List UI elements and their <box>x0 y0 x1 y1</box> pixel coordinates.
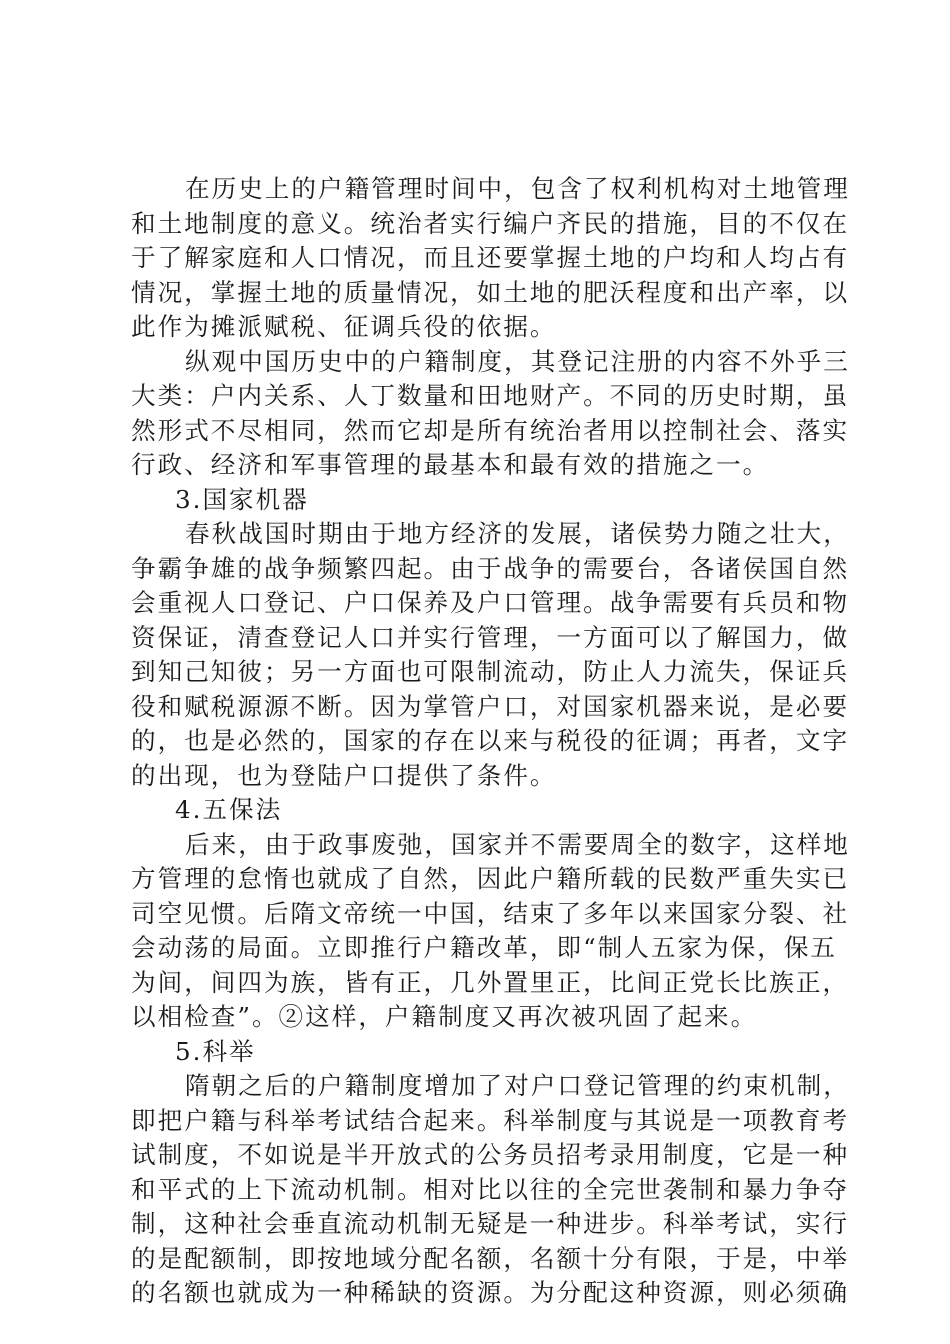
paragraph-line: 和土地制度的意义。统治者实行编户齐民的措施，目的不仅在 <box>131 208 850 238</box>
paragraph-line: 的，也是必然的，国家的存在以来与税役的征调；再者，文字 <box>131 726 850 755</box>
paragraph-line: 资保证，清查登记人口并实行管理，一方面可以了解国力，做 <box>131 622 850 652</box>
paragraph-line: 纵观中国历史中的户籍制度，其登记注册的内容不外乎三 <box>185 346 850 376</box>
heading-text: 4.五保法 <box>175 795 283 824</box>
body-paragraph <box>131 172 850 345</box>
paragraph-line: 然形式不尽相同，然而它却是所有统治者用以控制社会、落实 <box>131 415 850 445</box>
paragraph-line: 役和赋税源源不断。因为掌管户口，对国家机器来说，是必要 <box>131 691 850 721</box>
paragraph-line: 和平式的上下流动机制。相对比以往的全完世袭制和暴力争夺 <box>131 1174 850 1204</box>
paragraph-line: 行政、经济和军事管理的最基本和最有效的措施之一。 <box>131 450 770 479</box>
paragraph-line: 此作为摊派赋税、征调兵役的依据。 <box>131 312 557 341</box>
paragraph-line: 后来，由于政事废弛，国家并不需要周全的数字，这样地 <box>185 829 850 859</box>
paragraph-line: 试制度，不如说是半开放式的公务员招考录用制度，它是一种 <box>131 1140 850 1169</box>
paragraph-line: 以相检查”。②这样，户籍制度又再次被巩固了起来。 <box>131 1002 758 1031</box>
paragraph-line: 的名额也就成为一种稀缺的资源。为分配这种资源，则必须确 <box>131 1278 850 1307</box>
paragraph-line: 的是配额制，即按地域分配名额，名额十分有限，于是，中举 <box>131 1243 850 1273</box>
heading-text: 3.国家机器 <box>175 484 309 514</box>
paragraph-line: 于了解家庭和人口情况，而且还要掌握土地的户均和人均占有 <box>131 243 850 272</box>
section-heading <box>131 793 831 828</box>
paragraph-line: 在历史上的户籍管理时间中，包含了权利机构对土地管理 <box>185 174 850 203</box>
paragraph-line: 为间，间四为族，皆有正，几外置里正，比间正党长比族正， <box>131 967 850 997</box>
paragraph-line: 方管理的怠惰也就成了自然，因此户籍所载的民数严重失实已 <box>131 864 850 893</box>
paragraph-line: 大类：户内关系、人丁数量和田地财产。不同的历史时期，虽 <box>131 381 850 410</box>
section-heading <box>131 483 831 518</box>
section-heading <box>131 1035 831 1070</box>
paragraph-line: 春秋战国时期由于地方经济的发展，诸侯势力随之壮大， <box>185 519 850 548</box>
body-paragraph <box>131 828 850 1035</box>
document-body <box>131 172 850 1311</box>
heading-text: 5.科举 <box>175 1036 256 1066</box>
paragraph-line: 隋朝之后的户籍制度增加了对户口登记管理的约束机制， <box>185 1071 850 1100</box>
paragraph-line: 会动荡的局面。立即推行户籍改革，即“制人五家为保，保五 <box>131 933 838 962</box>
body-paragraph <box>131 517 850 793</box>
paragraph-line: 会重视人口登记、户口保养及户口管理。战争需要有兵员和物 <box>131 588 850 617</box>
paragraph-line: 的出现，也为登陆户口提供了条件。 <box>131 760 557 790</box>
paragraph-line: 情况，掌握土地的质量情况，如土地的肥沃程度和出产率，以 <box>131 277 850 307</box>
paragraph-line: 制，这种社会垂直流动机制无疑是一种进步。科举考试，实行 <box>131 1209 850 1238</box>
body-paragraph <box>131 1069 850 1311</box>
body-paragraph <box>131 345 850 483</box>
paragraph-line: 争霸争雄的战争频繁四起。由于战争的需要台，各诸侯国自然 <box>131 553 850 583</box>
paragraph-line: 即把户籍与科举考试结合起来。科举制度与其说是一项教育考 <box>131 1105 850 1135</box>
paragraph-line: 司空见惯。后隋文帝统一中国，结束了多年以来国家分裂、社 <box>131 898 850 928</box>
paragraph-line: 到知己知彼；另一方面也可限制流动，防止人力流失，保证兵 <box>131 657 850 686</box>
